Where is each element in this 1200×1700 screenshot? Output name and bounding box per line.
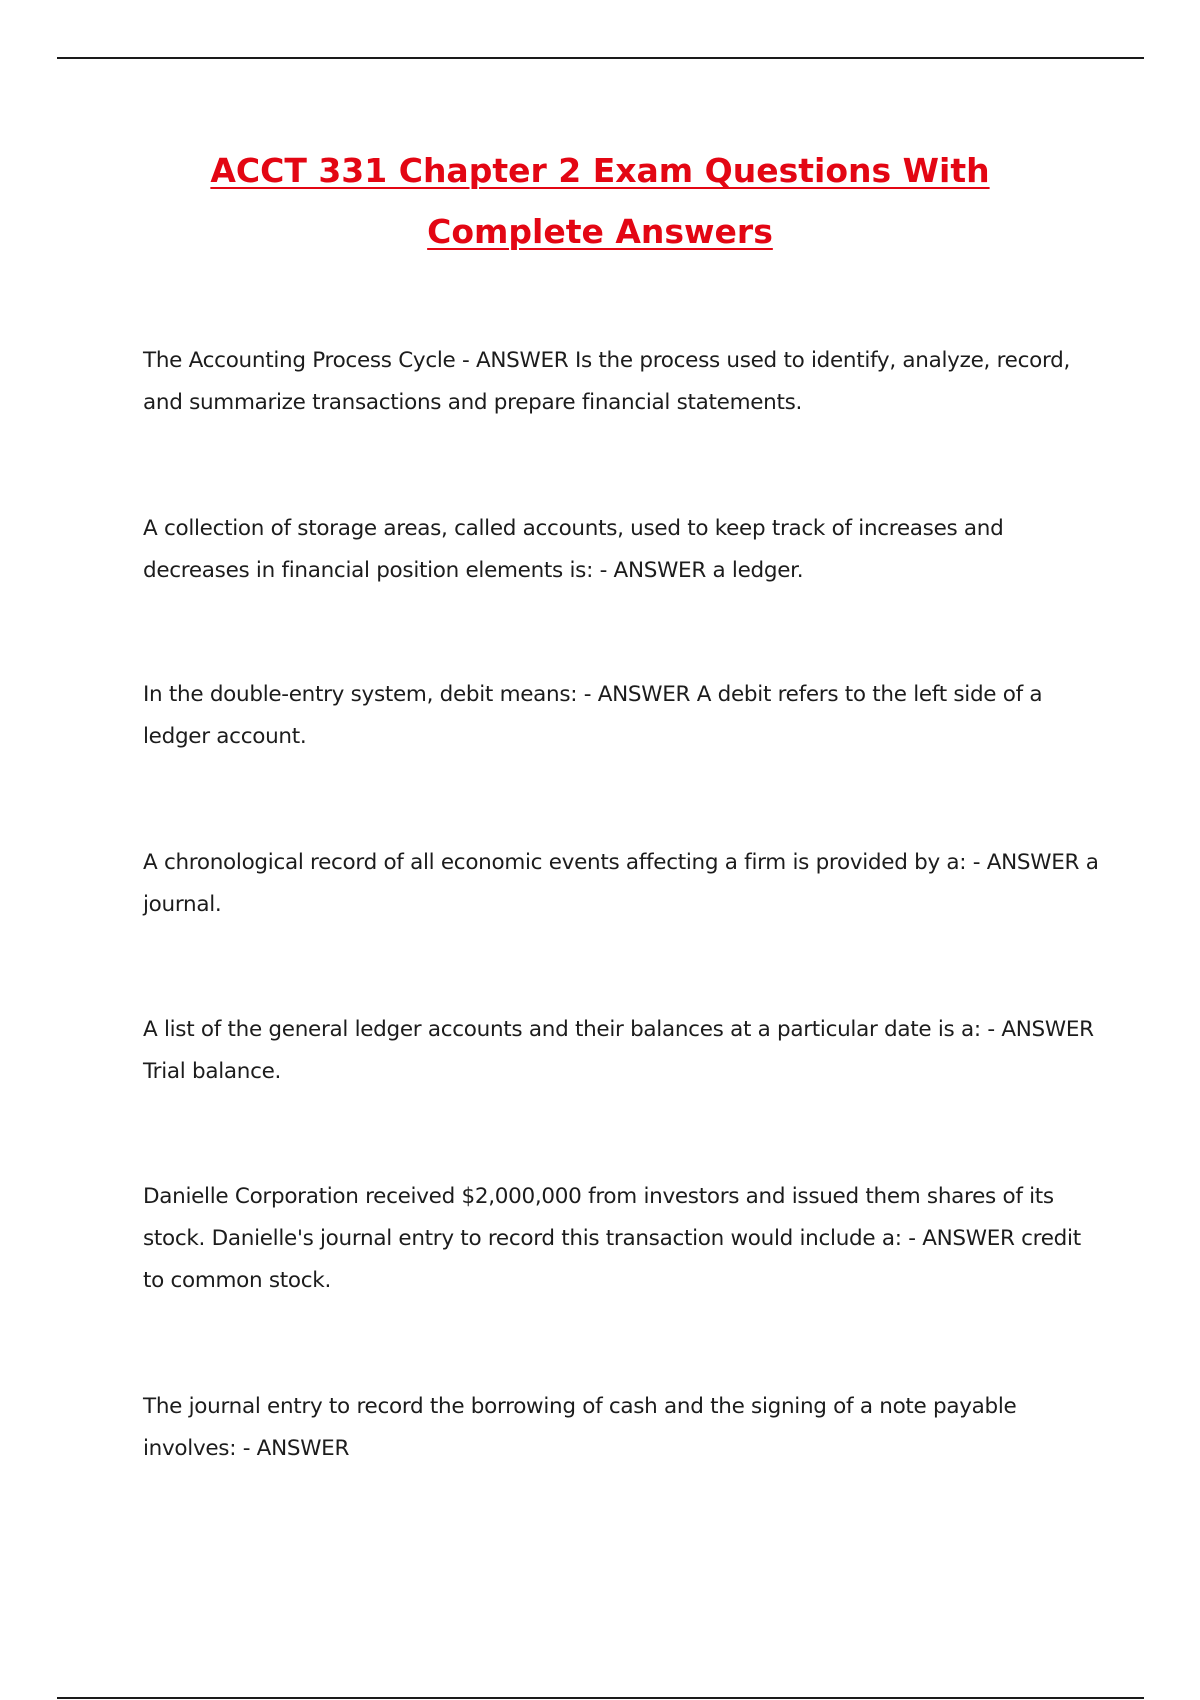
answer-separator: - ANSWER	[966, 850, 1086, 875]
page-title	[100, 140, 1100, 262]
answer-separator: - ANSWER	[577, 682, 697, 707]
qa-entry	[143, 1176, 1103, 1302]
bottom-rule	[57, 1697, 1144, 1699]
question-text: A chronological record of all economic events affecting a firm is provided by a:	[143, 850, 967, 875]
question-text: A collection of storage areas, called accounts, used to keep track of increases and decreases in financial position elements is:	[143, 516, 1004, 583]
answer-separator: - ANSWER	[455, 348, 575, 373]
title-line-1: ACCT 331 Chapter 2 Exam Questions With	[210, 151, 990, 190]
title-line-2: Complete Answers	[427, 212, 773, 251]
answer-text: credit to common stock.	[143, 1226, 1081, 1293]
answer-text: a journal.	[143, 850, 1099, 917]
answer-text: a ledger.	[712, 558, 804, 583]
question-text: In the double-entry system, debit means:	[143, 682, 578, 707]
answer-separator: - ANSWER	[901, 1226, 1022, 1251]
top-rule	[57, 57, 1144, 59]
answer-separator: - ANSWER	[980, 1017, 1094, 1042]
qa-entry	[143, 1386, 1103, 1470]
question-text: The journal entry to record the borrowing of cash and the signing of a note payable involves:	[143, 1394, 1017, 1461]
answer-separator: - ANSWER	[236, 1436, 350, 1461]
qa-entry	[143, 508, 1103, 592]
question-text: Danielle Corporation received $2,000,000 from investors and issued them shares of its stock. Danielle's journal entry to record this transaction would include a:	[143, 1184, 1054, 1251]
qa-entry	[143, 674, 1103, 758]
qa-entry	[143, 1009, 1103, 1093]
qa-entry	[143, 842, 1103, 926]
question-text: A list of the general ledger accounts and their balances at a particular date is a:	[143, 1017, 981, 1042]
question-text: The Accounting Process Cycle	[143, 348, 456, 373]
answer-text: A debit refers to the left side of a ledger account.	[143, 682, 1043, 749]
qa-entry	[143, 340, 1103, 424]
answer-text: Trial balance.	[143, 1059, 282, 1084]
answer-separator: - ANSWER	[593, 558, 713, 583]
answer-text: Is the process used to identify, analyze, record, and summarize transactions and prepare financial statements.	[143, 348, 1070, 415]
